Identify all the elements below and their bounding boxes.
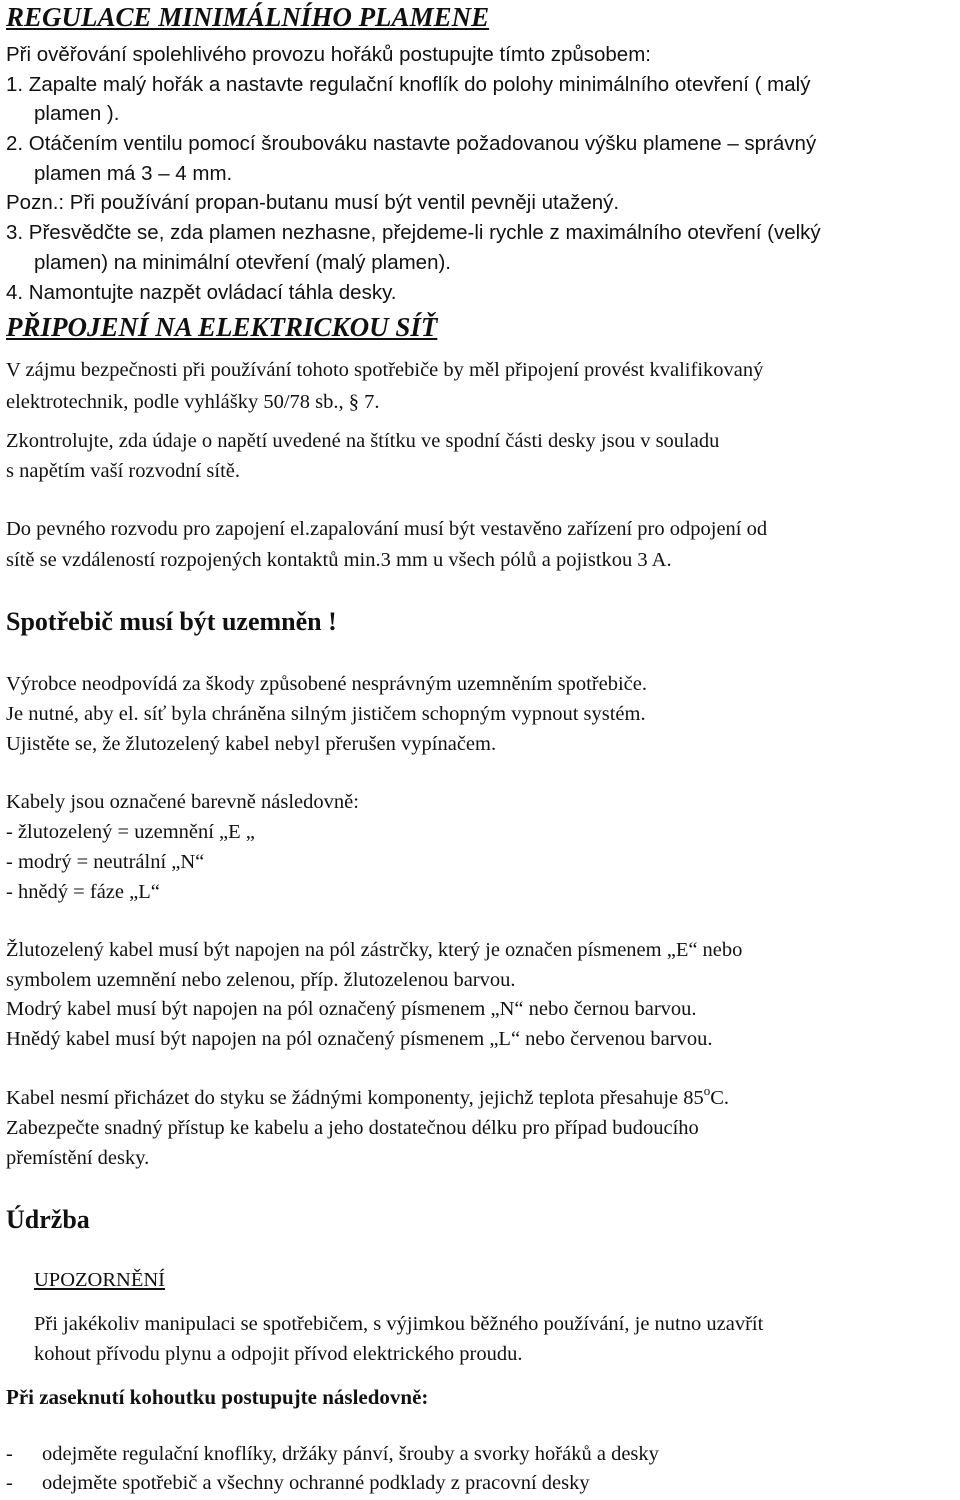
paragraph-2-line-2: s napětím vaší rozvodní sítě. — [6, 460, 240, 482]
paragraph-5: Je nutné, aby el. síť byla chráněna silným jističem schopným vypnout systém. — [6, 703, 646, 725]
intro-text: Při ověřování spolehlivého provozu hořáků postupujte tímto způsobem: — [6, 43, 651, 66]
list-item-text: odejměte spotřebič a všechny ochranné podklady z pracovní desky — [42, 1472, 590, 1494]
step-3-line-2: plamen) na minimální otevření (malý plamen). — [34, 251, 451, 274]
paragraph-10-unit: C. — [710, 1087, 730, 1109]
paragraph-3-line-2: sítě se vzdáleností rozpojených kontaktů min.3 mm u všech pólů a pojistkou 3 A. — [6, 549, 672, 571]
step-2-line-2: plamen má 3 – 4 mm. — [34, 162, 233, 185]
paragraph-7-line-2: symbolem uzemnění nebo zelenou, příp. žlutozelenou barvou. — [6, 969, 516, 991]
step-2-line-1: 2. Otáčením ventilu pomocí šroubováku nastavte požadovanou výšku plamene – správný — [6, 132, 817, 155]
warning-line-2: kohout přívodu plynu a odpojit přívod elektrického proudu. — [34, 1343, 523, 1365]
warning-title: UPOZORNĚNÍ — [34, 1269, 165, 1291]
degree-superscript: o — [703, 1083, 711, 1098]
list-item-text: odejměte regulační knoflíky, držáky pánví, šrouby a svorky hořáků a desky — [42, 1443, 659, 1465]
list-item — [0, 1473, 960, 1499]
list-item — [0, 1444, 960, 1470]
cable-brown: - hnědý = fáze „L“ — [6, 881, 160, 903]
cable-blue: - modrý = neutrální „N“ — [6, 851, 205, 873]
paragraph-1-line-2: elektrotechnik, podle vyhlášky 50/78 sb., § 7. — [6, 391, 380, 413]
step-4: 4. Namontujte nazpět ovládací táhla desky. — [6, 281, 397, 304]
step-3-line-1: 3. Přesvědčte se, zda plamen nezhasne, přejdeme-li rychle z maximálního otevření (velký — [6, 221, 821, 244]
section-title-maintenance: Údržba — [6, 1205, 90, 1234]
paragraph-3-line-1: Do pevného rozvodu pro zapojení el.zapalování musí být vestavěno zařízení pro odpojení od — [6, 518, 768, 540]
paragraph-11-line-1: Zabezpečte snadný přístup ke kabelu a jeho dostatečnou délku pro případ budoucího — [6, 1117, 699, 1139]
step-1-line-2: plamen ). — [34, 102, 120, 125]
section-title-flame-regulation: REGULACE MINIMÁLNÍHO PLAMENE — [6, 2, 490, 32]
paragraph-10 — [6, 1083, 730, 1109]
paragraph-8: Modrý kabel musí být napojen na pól označený písmenem „N“ nebo černou barvou. — [6, 998, 697, 1020]
note-text: Pozn.: Při používání propan-butanu musí být ventil pevněji utažený. — [6, 191, 620, 214]
list-dash: - — [6, 1472, 13, 1494]
paragraph-10-text: Kabel nesmí přicházet do styku se žádnými komponenty, jejichž teplota přesahuje 85 — [6, 1087, 704, 1109]
paragraph-4: Výrobce neodpovídá za škody způsobené nesprávným uzemněním spotřebiče. — [6, 673, 647, 695]
paragraph-7-line-1: Žlutozelený kabel musí být napojen na pól zástrčky, který je označen písmenem „E“ nebo — [6, 939, 743, 961]
paragraph-1-line-1: V zájmu bezpečnosti při používání tohoto spotřebiče by měl připojení provést kvalifikovaný — [6, 359, 764, 381]
paragraph-2-line-1: Zkontrolujte, zda údaje o napětí uvedené na štítku ve spodní části desky jsou v souladu — [6, 430, 720, 452]
paragraph-9: Hnědý kabel musí být napojen na pól označený písmenem „L“ nebo červenou barvou. — [6, 1028, 713, 1050]
stuck-valve-title: Při zaseknutí kohoutku postupujte následovně: — [6, 1385, 429, 1409]
list-dash: - — [6, 1443, 13, 1465]
cable-yellow-green: - žlutozelený = uzemnění „E „ — [6, 821, 255, 843]
paragraph-6: Ujistěte se, že žlutozelený kabel nebyl přerušen vypínačem. — [6, 733, 497, 755]
step-1-line-1: 1. Zapalte malý hořák a nastavte regulační knoflík do polohy minimálního otevření ( malý — [6, 73, 811, 96]
grounding-warning: Spotřebič musí být uzemněn ! — [6, 607, 337, 636]
warning-line-1: Při jakékoliv manipulaci se spotřebičem, s výjimkou běžného používání, je nutno uzavřít — [34, 1313, 764, 1335]
section-title-electrical: PŘIPOJENÍ NA ELEKTRICKOU SÍŤ — [6, 312, 438, 342]
paragraph-11-line-2: přemístění desky. — [6, 1147, 150, 1169]
cables-intro: Kabely jsou označené barevně následovně: — [6, 791, 359, 813]
